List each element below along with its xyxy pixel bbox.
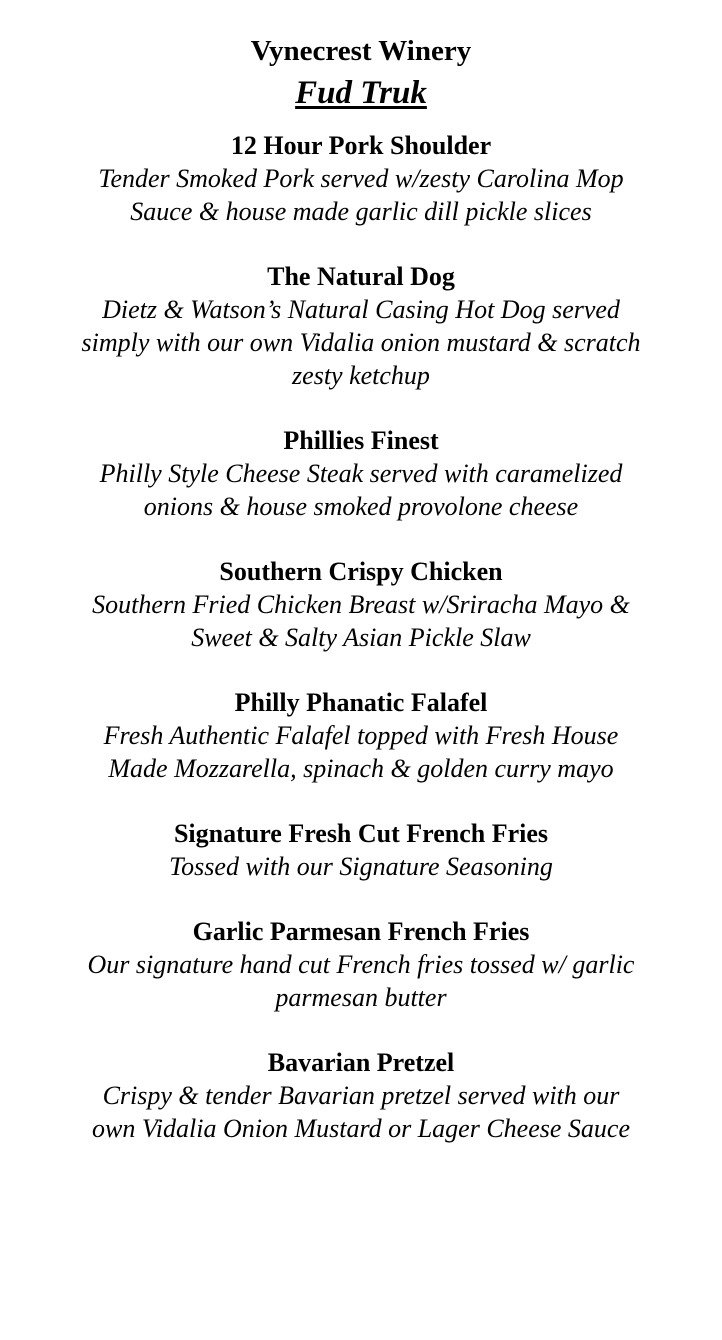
menu-item-name: 12 Hour Pork Shoulder [230,131,492,160]
menu-item-name: Garlic Parmesan French Fries [192,917,530,946]
menu-item [81,555,641,654]
menu-item [81,129,641,228]
menu-item [81,424,641,523]
menu-item-description: Our signature hand cut French fries tossed w/ garlic parmesan butter [87,950,635,1012]
menu-item-description: Southern Fried Chicken Breast w/Sriracha Mayo & Sweet & Salty Asian Pickle Slaw [92,590,630,652]
menu-item [81,1046,641,1145]
menu-item-name: Bavarian Pretzel [267,1048,455,1077]
menu-item-name: The Natural Dog [267,262,455,291]
menu-item-description: Tender Smoked Pork served w/zesty Carolina Mop Sauce & house made garlic dill pickle slices [98,164,624,226]
menu-item-description: Dietz & Watson’s Natural Casing Hot Dog served simply with our own Vidalia onion mustard & scratch zesty ketchup [81,295,641,390]
truck-title: Fud Truk [295,75,427,111]
menu-item-description: Crispy & tender Bavarian pretzel served with our own Vidalia Onion Mustard or Lager Cheese Sauce [91,1081,630,1143]
menu-item-name: Phillies Finest [283,426,439,455]
menu-list [0,129,722,1145]
menu-item-name: Southern Crispy Chicken [219,557,503,586]
winery-title: Vynecrest Winery [250,35,472,67]
menu-item [81,686,641,785]
menu-item-description: Philly Style Cheese Steak served with caramelized onions & house smoked provolone cheese [99,459,623,521]
menu-header [0,33,722,115]
menu-item [81,817,641,883]
menu-item [81,260,641,392]
menu-item [81,915,641,1014]
menu-item-name: Signature Fresh Cut French Fries [173,819,549,848]
menu-item-name: Philly Phanatic Falafel [234,688,488,717]
menu-item-description: Tossed with our Signature Seasoning [169,852,553,881]
menu-item-description: Fresh Authentic Falafel topped with Fresh House Made Mozzarella, spinach & golden curry mayo [103,721,619,783]
